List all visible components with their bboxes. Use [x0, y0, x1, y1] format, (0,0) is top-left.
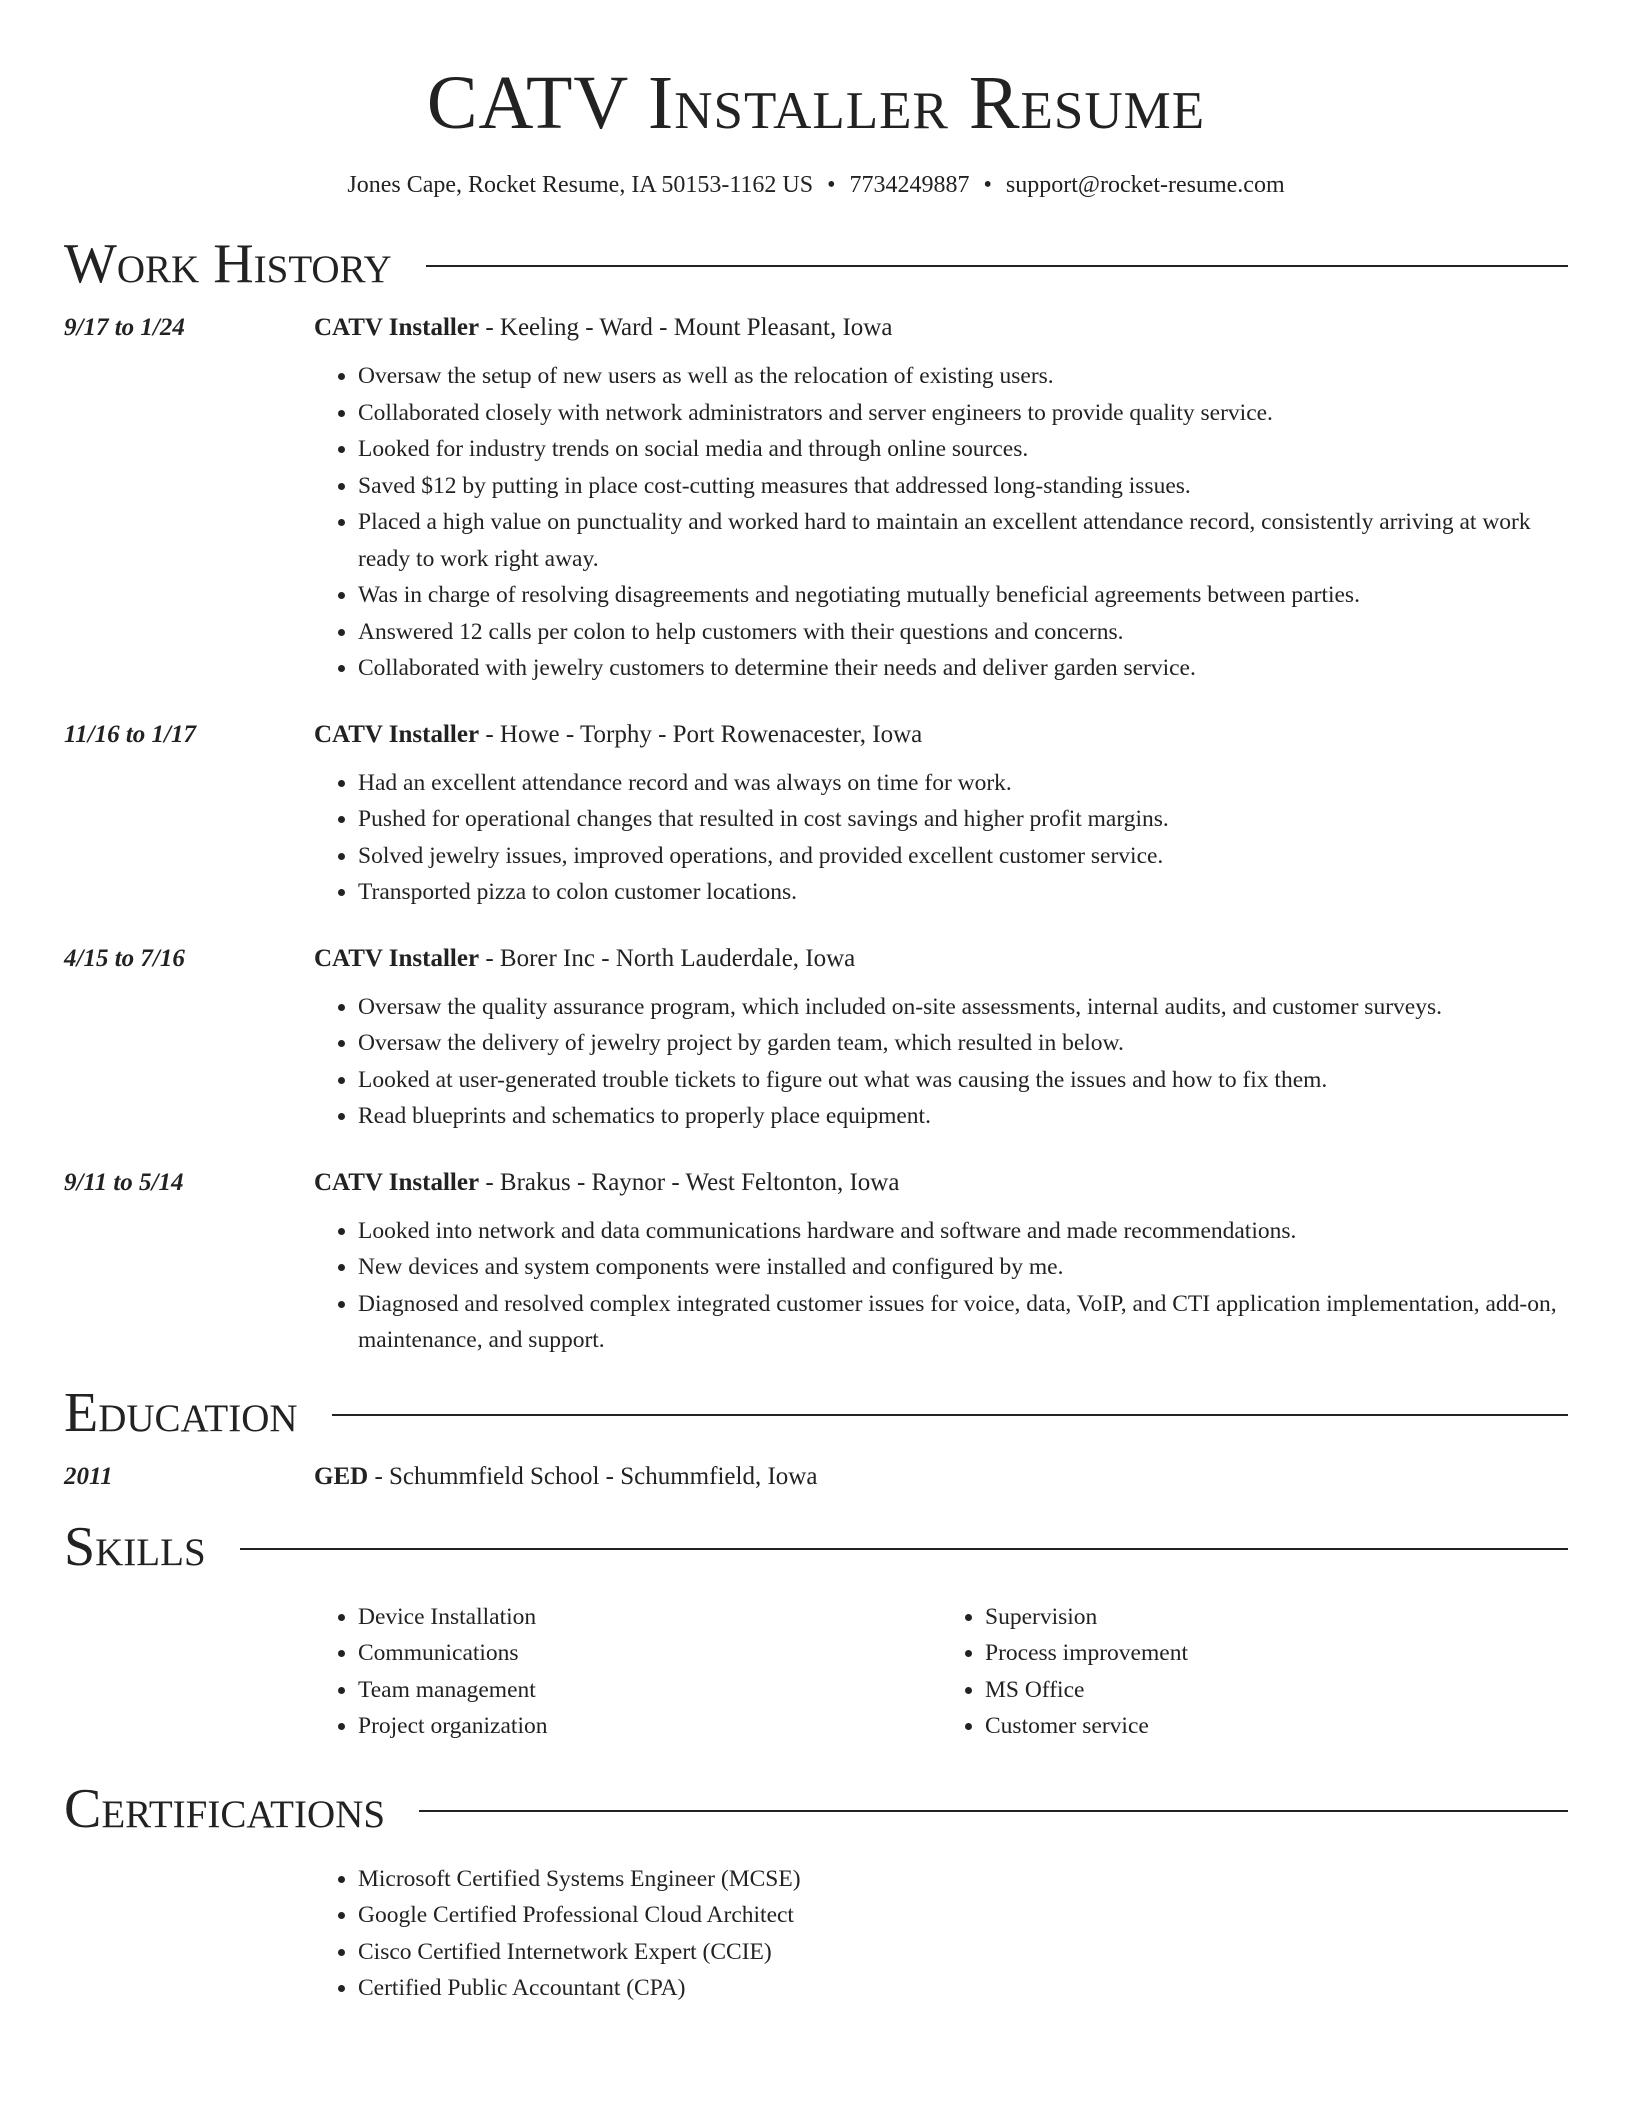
list-item: • Transported pizza to colon customer locations. — [358, 874, 1568, 911]
work-history-section-header — [64, 232, 1568, 296]
list-item: • Looked for industry trends on social media and through online sources. — [358, 431, 1568, 468]
employer: - Brakus - Raynor - West Feltonton, Iowa — [479, 1168, 900, 1196]
section-divider — [332, 1414, 1568, 1416]
skills-section-header — [64, 1515, 1568, 1579]
certification-item: • Microsoft Certified Systems Engineer (MCSE) — [358, 1861, 1568, 1898]
section-divider — [240, 1548, 1568, 1550]
job-title: CATV Installer — [314, 314, 480, 341]
section-divider — [426, 265, 1568, 267]
school: - Schummfield School - Schummfield, Iowa — [368, 1462, 818, 1490]
skill-item: • MS Office — [985, 1672, 1568, 1709]
skill-item: • Team management — [358, 1672, 941, 1709]
contact-email: support@rocket-resume.com — [1005, 172, 1285, 198]
work-entry-bullets — [314, 358, 1568, 687]
skills-column-left — [314, 1599, 941, 1745]
employer: - Keeling - Ward - Mount Pleasant, Iowa — [479, 314, 893, 341]
list-item: • Placed a high value on punctuality and worked hard to maintain an excellent attendance record, consistently arriving at work ready to work right away. — [358, 504, 1568, 577]
work-entry-date: 9/17 to 1/24 — [64, 314, 185, 341]
list-item: • Had an excellent attendance record and was always on time for work. — [358, 765, 1568, 802]
education-entry — [64, 1459, 1568, 1495]
list-item: • Pushed for operational changes that resulted in cost savings and higher profit margins. — [358, 801, 1568, 838]
work-entry-date: 9/11 to 5/14 — [64, 1168, 184, 1196]
skill-item: • Supervision — [985, 1599, 1568, 1636]
education-heading: Education — [64, 1381, 298, 1444]
work-entry-heading — [314, 941, 1568, 977]
list-item: • Oversaw the setup of new users as well as the relocation of existing users. — [358, 358, 1568, 395]
work-history-heading: Work History — [64, 233, 392, 295]
page-title — [64, 0, 1568, 148]
skill-item: • Process improvement — [985, 1635, 1568, 1672]
work-entry-bullets — [314, 1213, 1568, 1359]
list-item: • Collaborated with jewelry customers to determine their needs and deliver garden service. — [358, 650, 1568, 687]
list-item: • Answered 12 calls per colon to help customers with their questions and concerns. — [358, 614, 1568, 651]
work-entry-heading — [314, 310, 1568, 346]
list-item: • Looked into network and data communications hardware and software and made recommendations. — [358, 1213, 1568, 1250]
certifications-list — [64, 1861, 1568, 2007]
work-entry — [64, 941, 1568, 1135]
skill-item: • Customer service — [985, 1708, 1568, 1745]
certification-item: • Google Certified Professional Cloud Architect — [358, 1897, 1568, 1934]
certification-item: • Certified Public Accountant (CPA) — [358, 1970, 1568, 2007]
work-entry-bullets — [314, 765, 1568, 911]
contact-separator: • — [827, 172, 836, 198]
work-history-list — [64, 310, 1568, 1359]
employer: - Borer Inc - North Lauderdale, Iowa — [479, 944, 856, 972]
certifications-section-header — [64, 1777, 1568, 1841]
certification-item: • Cisco Certified Internetwork Expert (CCIE) — [358, 1934, 1568, 1971]
title-first: CATV — [426, 61, 628, 145]
skills-heading: Skills — [64, 1515, 206, 1578]
list-item: • Saved $12 by putting in place cost-cutting measures that addressed long-standing issues. — [358, 468, 1568, 505]
work-entry-date: 4/15 to 7/16 — [64, 944, 185, 972]
job-title: CATV Installer — [314, 944, 480, 972]
education-heading-line — [314, 1459, 1568, 1495]
work-entry — [64, 310, 1568, 687]
contact-line — [64, 170, 1568, 200]
skills-list — [64, 1599, 1568, 1745]
degree: GED — [314, 1462, 369, 1490]
job-title: CATV Installer — [314, 720, 480, 748]
list-item: • Looked at user-generated trouble tickets to figure out what was causing the issues and how to fix them. — [358, 1062, 1568, 1099]
contact-separator: • — [983, 172, 992, 198]
work-entry-heading — [314, 1165, 1568, 1201]
work-entry — [64, 717, 1568, 911]
list-item: • Was in charge of resolving disagreements and negotiating mutually beneficial agreements between parties. — [358, 577, 1568, 614]
list-item: • Solved jewelry issues, improved operations, and provided excellent customer service. — [358, 838, 1568, 875]
employer: - Howe - Torphy - Port Rowenacester, Iowa — [479, 720, 923, 748]
education-section-header — [64, 1381, 1568, 1445]
skill-item: • Project organization — [358, 1708, 941, 1745]
work-entry — [64, 1165, 1568, 1359]
skill-item: • Communications — [358, 1635, 941, 1672]
certifications-heading: Certifications — [64, 1777, 386, 1840]
skill-item: • Device Installation — [358, 1599, 941, 1636]
education-date: 2011 — [64, 1462, 113, 1490]
skills-column-right — [941, 1599, 1568, 1745]
contact-phone: 7734249887 — [849, 172, 970, 198]
contact-address: Jones Cape, Rocket Resume, IA 50153-1162 US — [347, 172, 814, 198]
work-entry-bullets — [314, 989, 1568, 1135]
work-entry-date: 11/16 to 1/17 — [64, 720, 196, 748]
job-title: CATV Installer — [314, 1168, 480, 1196]
section-divider — [419, 1810, 1568, 1812]
title-rest: Installer Resume — [647, 61, 1206, 145]
list-item: • New devices and system components were installed and configured by me. — [358, 1249, 1568, 1286]
list-item: • Oversaw the quality assurance program, which included on-site assessments, internal audits, and customer surveys. — [358, 989, 1568, 1026]
list-item: • Collaborated closely with network administrators and server engineers to provide quality service. — [358, 395, 1568, 432]
list-item: • Diagnosed and resolved complex integrated customer issues for voice, data, VoIP, and CTI application implementation, add-on, maintenance, and support. — [358, 1286, 1568, 1359]
work-entry-heading — [314, 717, 1568, 753]
list-item: • Oversaw the delivery of jewelry project by garden team, which resulted in below. — [358, 1025, 1568, 1062]
list-item: • Read blueprints and schematics to properly place equipment. — [358, 1098, 1568, 1135]
